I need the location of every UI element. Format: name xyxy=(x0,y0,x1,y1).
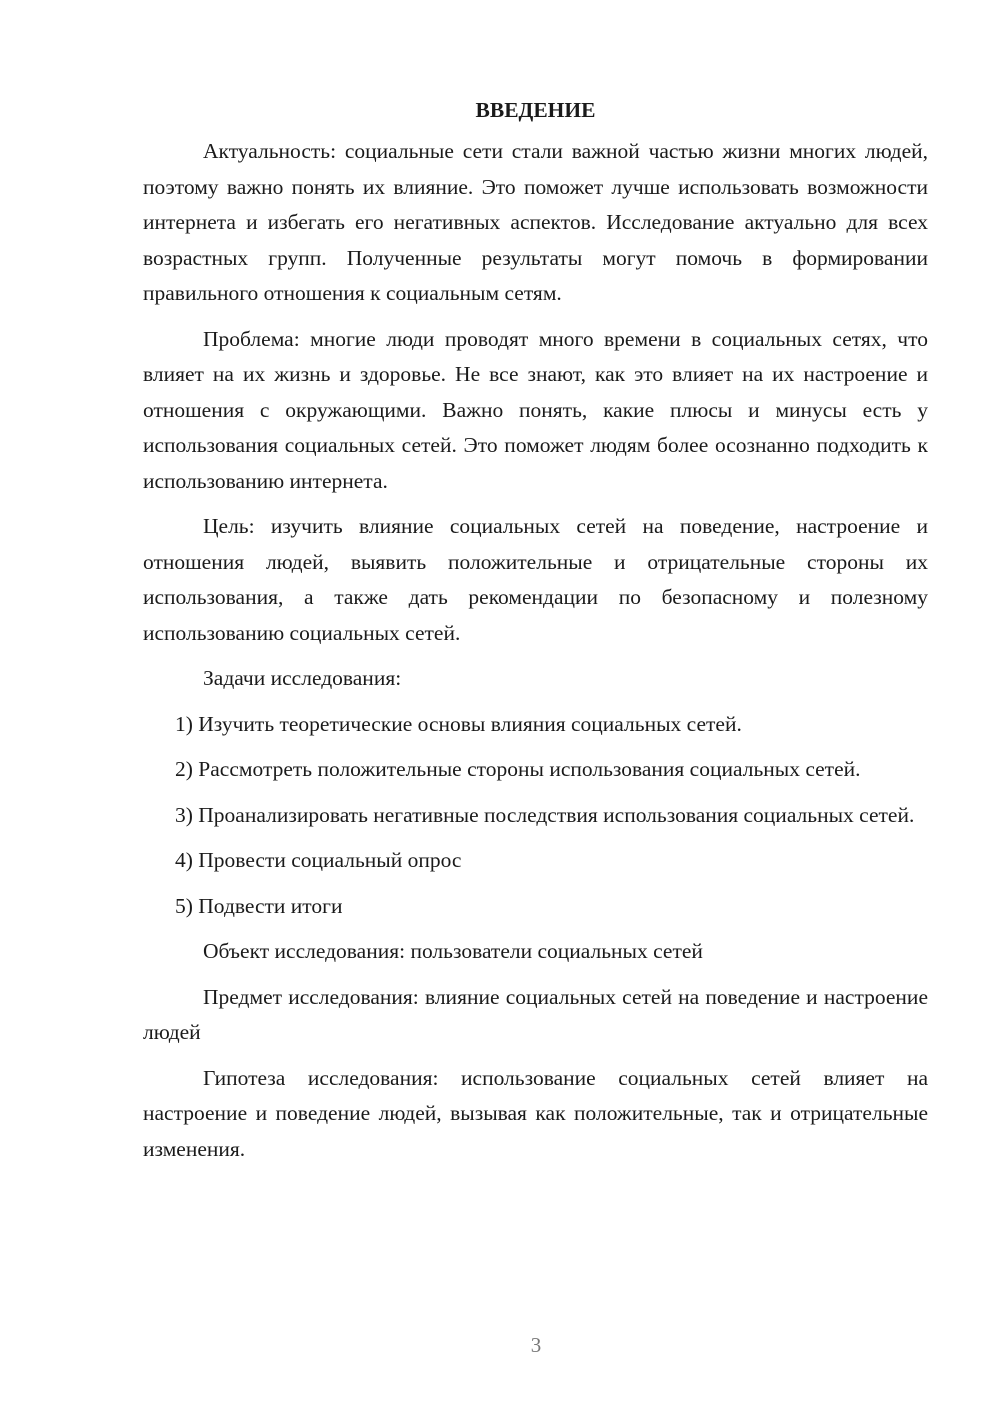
page-number: 3 xyxy=(530,1333,542,1357)
task-item-3: 3) Проанализировать негативные последствия использования социальных сетей. xyxy=(175,802,915,827)
object-paragraph: Объект исследования: пользователи социальных сетей xyxy=(203,939,703,963)
goal-paragraph: Цель: изучить влияние социальных сетей на поведение, настроение и отношения людей, выявить положительные и отрицательные стороны их использования, а также дать рекомендации по безопасному и полезному использованию социальных сетей. xyxy=(143,514,928,645)
hypothesis-paragraph: Гипотеза исследования: использование социальных сетей влияет на настроение и поведение людей, вызывая как положительные, так и отрицательные изменения. xyxy=(143,1065,928,1161)
problem-paragraph: Проблема: многие люди проводят много времени в социальных сетях, что влияет на их жизнь и здоровье. Не все знают, как это влияет на их настроение и отношения с окружающими. Важно понять, какие плюсы и минусы есть у использования социальных сетей. Это поможет людям более осознанно подходить к использованию интернета. xyxy=(143,326,928,493)
document-page xyxy=(143,92,928,1177)
task-item-4: 4) Провести социальный опрос xyxy=(175,848,462,872)
subject-paragraph: Предмет исследования: влияние социальных сетей на поведение и настроение людей xyxy=(143,984,928,1044)
task-item-5: 5) Подвести итоги xyxy=(175,893,343,918)
relevance-paragraph: Актуальность: социальные сети стали важной частью жизни многих людей, поэтому важно понять их влияние. Это поможет лучше использовать возможности интернета и избегать его негативных аспектов. Исследование актуально для всех возрастных групп. Полученные результаты могут помочь в формировании правильного отношения к социальным сетям. xyxy=(143,139,928,305)
task-item-2: 2) Рассмотреть положительные стороны использования социальных сетей. xyxy=(175,757,861,781)
section-title: ВВЕДЕНИЕ xyxy=(475,98,596,122)
tasks-heading: Задачи исследования: xyxy=(203,666,402,690)
task-item-1: 1) Изучить теоретические основы влияния социальных сетей. xyxy=(175,711,742,736)
